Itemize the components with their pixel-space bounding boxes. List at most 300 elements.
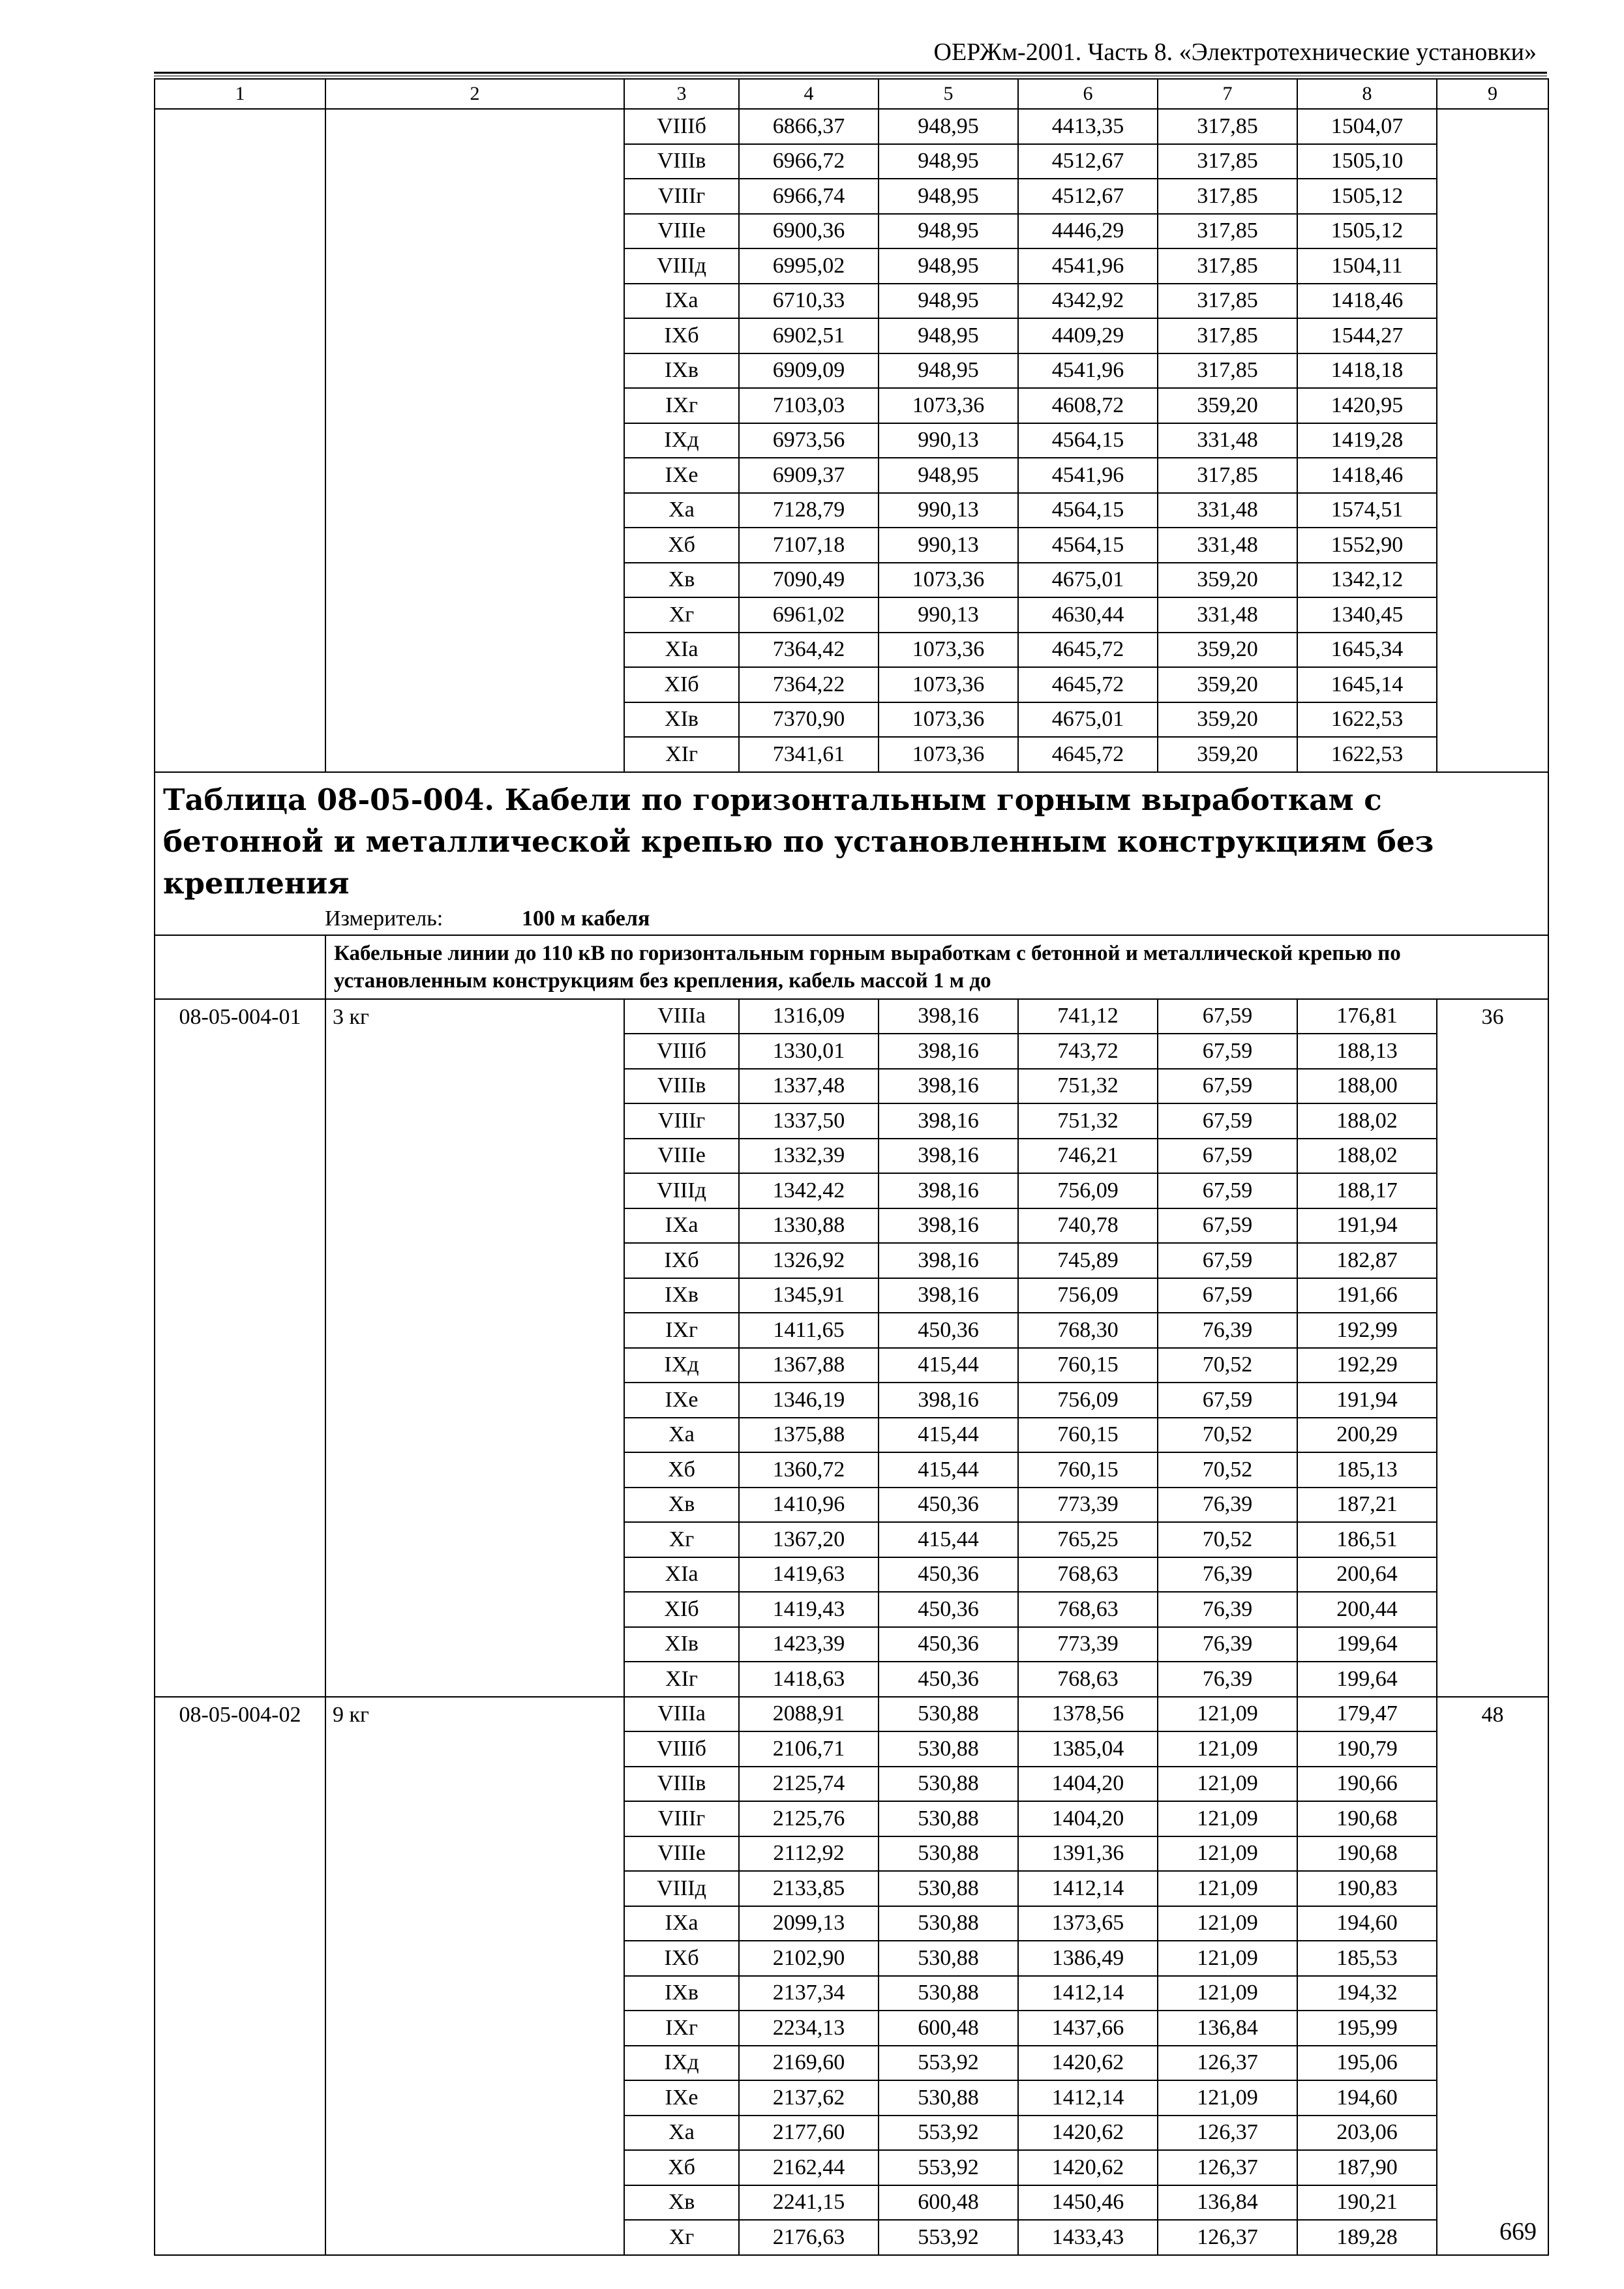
direct-cost-cell: 1418,63 — [739, 1662, 879, 1697]
wages-cell: 948,95 — [879, 248, 1018, 284]
materials-cell: 187,90 — [1297, 2150, 1437, 2185]
zone-cell: XIг — [624, 1662, 739, 1697]
zone-cell: VIIIе — [624, 1139, 739, 1174]
zone-cell: IXа — [624, 284, 739, 319]
measure-line — [163, 905, 1548, 933]
table-row — [155, 999, 1548, 1034]
direct-cost-cell: 1375,88 — [739, 1418, 879, 1453]
machines-cell: 4342,92 — [1018, 284, 1158, 319]
direct-cost-cell: 6995,02 — [739, 248, 879, 284]
description-cell: Кабельные линии до 110 кВ по горизонтальным горным выработкам с бетонной и металлической крепью по установленным конструкциям без крепления, кабель массой 1 м до — [325, 935, 1548, 999]
wages-cell: 450,36 — [879, 1557, 1018, 1593]
materials-cell: 1342,12 — [1297, 563, 1437, 598]
wages-cell: 990,13 — [879, 423, 1018, 458]
machines-cell: 1420,62 — [1018, 2046, 1158, 2081]
machines-cell: 760,15 — [1018, 1418, 1158, 1453]
machine-wages-cell: 359,20 — [1158, 702, 1297, 738]
zone-cell: XIа — [624, 633, 739, 668]
direct-cost-cell: 2169,60 — [739, 2046, 879, 2081]
materials-cell: 200,44 — [1297, 1592, 1437, 1627]
machine-wages-cell: 121,09 — [1158, 1871, 1297, 1906]
zone-cell: Xа — [624, 1418, 739, 1453]
zone-cell: IXе — [624, 458, 739, 493]
materials-cell: 199,64 — [1297, 1662, 1437, 1697]
direct-cost-cell: 6909,09 — [739, 353, 879, 389]
machine-wages-cell: 317,85 — [1158, 179, 1297, 214]
zone-cell: Xа — [624, 493, 739, 528]
table-row — [155, 1697, 1548, 1732]
machines-cell: 4446,29 — [1018, 214, 1158, 249]
materials-cell: 187,21 — [1297, 1488, 1437, 1523]
direct-cost-cell: 2241,15 — [739, 2185, 879, 2221]
materials-cell: 1544,27 — [1297, 318, 1437, 353]
materials-cell: 188,02 — [1297, 1103, 1437, 1139]
materials-cell: 1418,46 — [1297, 284, 1437, 319]
materials-cell: 1622,53 — [1297, 737, 1437, 772]
machines-cell: 1386,49 — [1018, 1941, 1158, 1976]
machine-wages-cell: 67,59 — [1158, 1383, 1297, 1418]
wages-cell: 948,95 — [879, 144, 1018, 179]
wages-cell: 990,13 — [879, 597, 1018, 633]
page-number: 669 — [1499, 2218, 1537, 2245]
wages-cell: 530,88 — [879, 1767, 1018, 1802]
column-number-cell: 6 — [1018, 79, 1158, 109]
machine-wages-cell: 331,48 — [1158, 423, 1297, 458]
materials-cell: 192,99 — [1297, 1313, 1437, 1348]
machine-wages-cell: 76,39 — [1158, 1592, 1297, 1627]
direct-cost-cell: 2177,60 — [739, 2116, 879, 2151]
column-number-cell: 3 — [624, 79, 739, 109]
machine-wages-cell: 121,09 — [1158, 1836, 1297, 1872]
machines-cell: 4645,72 — [1018, 737, 1158, 772]
direct-cost-cell: 1337,50 — [739, 1103, 879, 1139]
machine-wages-cell: 121,09 — [1158, 1697, 1297, 1732]
wages-cell: 450,36 — [879, 1313, 1018, 1348]
zone-cell: VIIIд — [624, 248, 739, 284]
zone-cell: IXг — [624, 388, 739, 423]
direct-cost-cell: 1411,65 — [739, 1313, 879, 1348]
machine-wages-cell: 317,85 — [1158, 214, 1297, 249]
wages-cell: 1073,36 — [879, 633, 1018, 668]
machines-cell: 4541,96 — [1018, 458, 1158, 493]
zone-cell: VIIIв — [624, 144, 739, 179]
direct-cost-cell: 1419,63 — [739, 1557, 879, 1593]
wages-cell: 398,16 — [879, 1383, 1018, 1418]
column-number-cell: 1 — [155, 79, 325, 109]
direct-cost-cell: 6909,37 — [739, 458, 879, 493]
machinist-cell: 36 — [1437, 999, 1548, 1697]
direct-cost-cell: 2133,85 — [739, 1871, 879, 1906]
machine-wages-cell: 317,85 — [1158, 144, 1297, 179]
machines-cell: 1404,20 — [1018, 1767, 1158, 1802]
machine-wages-cell: 121,09 — [1158, 1976, 1297, 2011]
zone-cell: VIIIе — [624, 214, 739, 249]
zone-cell: IXв — [624, 1278, 739, 1313]
machines-cell: 4564,15 — [1018, 528, 1158, 563]
wages-cell: 990,13 — [879, 493, 1018, 528]
zone-cell: IXг — [624, 2011, 739, 2046]
machinist-cell — [1437, 109, 1548, 772]
machines-cell: 1412,14 — [1018, 1871, 1158, 1906]
column-number-cell: 7 — [1158, 79, 1297, 109]
direct-cost-cell: 6966,72 — [739, 144, 879, 179]
machines-cell: 1420,62 — [1018, 2150, 1158, 2185]
machine-wages-cell: 76,39 — [1158, 1488, 1297, 1523]
wages-cell: 553,92 — [879, 2116, 1018, 2151]
direct-cost-cell: 7107,18 — [739, 528, 879, 563]
zone-cell: IXе — [624, 1383, 739, 1418]
materials-cell: 194,60 — [1297, 2080, 1437, 2116]
zone-cell: VIIIг — [624, 1103, 739, 1139]
machines-cell: 773,39 — [1018, 1627, 1158, 1662]
wages-cell: 530,88 — [879, 1941, 1018, 1976]
direct-cost-cell: 1367,20 — [739, 1522, 879, 1557]
measure-value: 100 м кабеля — [522, 906, 650, 931]
zone-cell: IXб — [624, 318, 739, 353]
machines-cell: 4512,67 — [1018, 179, 1158, 214]
machines-cell: 1433,43 — [1018, 2220, 1158, 2255]
wages-cell: 530,88 — [879, 1731, 1018, 1767]
wages-cell: 948,95 — [879, 318, 1018, 353]
wages-cell: 530,88 — [879, 1906, 1018, 1941]
rates-table — [154, 78, 1549, 2256]
machines-cell: 760,15 — [1018, 1452, 1158, 1488]
machines-cell: 1412,14 — [1018, 1976, 1158, 2011]
materials-cell: 188,00 — [1297, 1069, 1437, 1104]
machine-wages-cell: 70,52 — [1158, 1452, 1297, 1488]
materials-cell: 192,29 — [1297, 1348, 1437, 1383]
direct-cost-cell: 1367,88 — [739, 1348, 879, 1383]
machine-wages-cell: 126,37 — [1158, 2220, 1297, 2255]
rate-name-cell: 9 кг — [325, 1697, 624, 2255]
machine-wages-cell: 359,20 — [1158, 633, 1297, 668]
wages-cell: 948,95 — [879, 179, 1018, 214]
machine-wages-cell: 121,09 — [1158, 1801, 1297, 1836]
machines-cell: 4541,96 — [1018, 248, 1158, 284]
table-row — [155, 109, 1548, 144]
zone-cell: IXа — [624, 1906, 739, 1941]
machines-cell: 768,30 — [1018, 1313, 1158, 1348]
zone-cell: IXг — [624, 1313, 739, 1348]
materials-cell: 200,29 — [1297, 1418, 1437, 1453]
zone-cell: VIIIв — [624, 1069, 739, 1104]
wages-cell: 450,36 — [879, 1662, 1018, 1697]
zone-cell: XIа — [624, 1557, 739, 1593]
direct-cost-cell: 6961,02 — [739, 597, 879, 633]
machine-wages-cell: 359,20 — [1158, 737, 1297, 772]
machines-cell: 746,21 — [1018, 1139, 1158, 1174]
machine-wages-cell: 126,37 — [1158, 2046, 1297, 2081]
machine-wages-cell: 317,85 — [1158, 458, 1297, 493]
wages-cell: 450,36 — [879, 1592, 1018, 1627]
wages-cell: 450,36 — [879, 1627, 1018, 1662]
zone-cell: IXе — [624, 2080, 739, 2116]
machine-wages-cell: 67,59 — [1158, 1243, 1297, 1278]
column-number-row — [155, 79, 1548, 109]
direct-cost-cell: 1326,92 — [739, 1243, 879, 1278]
table-title-row — [155, 772, 1548, 935]
materials-cell: 194,60 — [1297, 1906, 1437, 1941]
machine-wages-cell: 317,85 — [1158, 284, 1297, 319]
machinist-cell: 48 — [1437, 1697, 1548, 2255]
machines-cell: 1385,04 — [1018, 1731, 1158, 1767]
wages-cell: 1073,36 — [879, 388, 1018, 423]
machine-wages-cell: 67,59 — [1158, 1139, 1297, 1174]
wages-cell: 553,92 — [879, 2220, 1018, 2255]
zone-cell: Xб — [624, 528, 739, 563]
machines-cell: 4645,72 — [1018, 667, 1158, 702]
running-header: ОЕРЖм-2001. Часть 8. «Электротехнические установки» — [933, 38, 1537, 66]
direct-cost-cell: 6866,37 — [739, 109, 879, 144]
description-code-cell — [155, 935, 325, 999]
direct-cost-cell: 7364,42 — [739, 633, 879, 668]
machines-cell: 4608,72 — [1018, 388, 1158, 423]
machines-cell: 4541,96 — [1018, 353, 1158, 389]
machines-cell: 1391,36 — [1018, 1836, 1158, 1872]
machines-cell: 741,12 — [1018, 999, 1158, 1034]
machine-wages-cell: 121,09 — [1158, 1767, 1297, 1802]
materials-cell: 195,06 — [1297, 2046, 1437, 2081]
materials-cell: 1574,51 — [1297, 493, 1437, 528]
wages-cell: 530,88 — [879, 1976, 1018, 2011]
machine-wages-cell: 76,39 — [1158, 1627, 1297, 1662]
materials-cell: 190,83 — [1297, 1871, 1437, 1906]
direct-cost-cell: 2102,90 — [739, 1941, 879, 1976]
zone-cell: Xб — [624, 2150, 739, 2185]
materials-cell: 1419,28 — [1297, 423, 1437, 458]
zone-cell: Xб — [624, 1452, 739, 1488]
wages-cell: 948,95 — [879, 458, 1018, 493]
wages-cell: 948,95 — [879, 214, 1018, 249]
materials-cell: 188,02 — [1297, 1139, 1437, 1174]
wages-cell: 530,88 — [879, 1697, 1018, 1732]
materials-cell: 189,28 — [1297, 2220, 1437, 2255]
machine-wages-cell: 331,48 — [1158, 597, 1297, 633]
zone-cell: Xв — [624, 2185, 739, 2221]
direct-cost-cell: 1330,01 — [739, 1034, 879, 1069]
direct-cost-cell: 2125,74 — [739, 1767, 879, 1802]
wages-cell: 398,16 — [879, 999, 1018, 1034]
zone-cell: IXв — [624, 353, 739, 389]
machines-cell: 4512,67 — [1018, 144, 1158, 179]
wages-cell: 530,88 — [879, 1836, 1018, 1872]
materials-cell: 190,79 — [1297, 1731, 1437, 1767]
materials-cell: 200,64 — [1297, 1557, 1437, 1593]
materials-cell: 185,13 — [1297, 1452, 1437, 1488]
machines-cell: 4675,01 — [1018, 563, 1158, 598]
wages-cell: 948,95 — [879, 353, 1018, 389]
direct-cost-cell: 7341,61 — [739, 737, 879, 772]
wages-cell: 1073,36 — [879, 737, 1018, 772]
materials-cell: 191,94 — [1297, 1383, 1437, 1418]
rate-name-cell: 3 кг — [325, 999, 624, 1697]
wages-cell: 553,92 — [879, 2046, 1018, 2081]
machine-wages-cell: 317,85 — [1158, 353, 1297, 389]
zone-cell: XIв — [624, 702, 739, 738]
machines-cell: 751,32 — [1018, 1103, 1158, 1139]
machines-cell: 740,78 — [1018, 1208, 1158, 1244]
materials-cell: 1505,12 — [1297, 179, 1437, 214]
materials-cell: 191,94 — [1297, 1208, 1437, 1244]
wages-cell: 1073,36 — [879, 563, 1018, 598]
machine-wages-cell: 76,39 — [1158, 1557, 1297, 1593]
machine-wages-cell: 317,85 — [1158, 109, 1297, 144]
materials-cell: 185,53 — [1297, 1941, 1437, 1976]
direct-cost-cell: 6900,36 — [739, 214, 879, 249]
direct-cost-cell: 1360,72 — [739, 1452, 879, 1488]
materials-cell: 1622,53 — [1297, 702, 1437, 738]
materials-cell: 179,47 — [1297, 1697, 1437, 1732]
machine-wages-cell: 359,20 — [1158, 563, 1297, 598]
materials-cell: 190,68 — [1297, 1801, 1437, 1836]
direct-cost-cell: 7128,79 — [739, 493, 879, 528]
wages-cell: 1073,36 — [879, 667, 1018, 702]
materials-cell: 195,99 — [1297, 2011, 1437, 2046]
machines-cell: 756,09 — [1018, 1383, 1158, 1418]
machine-wages-cell: 67,59 — [1158, 1103, 1297, 1139]
materials-cell: 190,68 — [1297, 1836, 1437, 1872]
materials-cell: 1645,14 — [1297, 667, 1437, 702]
column-number-cell: 4 — [739, 79, 879, 109]
wages-cell: 415,44 — [879, 1522, 1018, 1557]
wages-cell: 415,44 — [879, 1452, 1018, 1488]
zone-cell: Xг — [624, 1522, 739, 1557]
zone-cell: IXб — [624, 1243, 739, 1278]
measure-label: Измеритель: — [325, 906, 444, 931]
materials-cell: 1645,34 — [1297, 633, 1437, 668]
column-number-cell: 5 — [879, 79, 1018, 109]
materials-cell: 203,06 — [1297, 2116, 1437, 2151]
machines-cell: 4630,44 — [1018, 597, 1158, 633]
zone-cell: VIIIд — [624, 1871, 739, 1906]
direct-cost-cell: 2162,44 — [739, 2150, 879, 2185]
direct-cost-cell: 1346,19 — [739, 1383, 879, 1418]
direct-cost-cell: 2137,62 — [739, 2080, 879, 2116]
direct-cost-cell: 1345,91 — [739, 1278, 879, 1313]
zone-cell: IXд — [624, 1348, 739, 1383]
zone-cell: VIIIе — [624, 1836, 739, 1872]
machines-cell: 1373,65 — [1018, 1906, 1158, 1941]
direct-cost-cell: 1419,43 — [739, 1592, 879, 1627]
machine-wages-cell: 67,59 — [1158, 1278, 1297, 1313]
direct-cost-cell: 7090,49 — [739, 563, 879, 598]
machines-cell: 1437,66 — [1018, 2011, 1158, 2046]
machine-wages-cell: 121,09 — [1158, 1906, 1297, 1941]
direct-cost-cell: 7364,22 — [739, 667, 879, 702]
machine-wages-cell: 359,20 — [1158, 388, 1297, 423]
zone-cell: VIIIв — [624, 1767, 739, 1802]
materials-cell: 1420,95 — [1297, 388, 1437, 423]
machine-wages-cell: 126,37 — [1158, 2150, 1297, 2185]
direct-cost-cell: 1316,09 — [739, 999, 879, 1034]
wages-cell: 948,95 — [879, 109, 1018, 144]
machine-wages-cell: 331,48 — [1158, 528, 1297, 563]
machines-cell: 4409,29 — [1018, 318, 1158, 353]
materials-cell: 1418,46 — [1297, 458, 1437, 493]
machines-cell: 4564,15 — [1018, 493, 1158, 528]
materials-cell: 182,87 — [1297, 1243, 1437, 1278]
machines-cell: 773,39 — [1018, 1488, 1158, 1523]
direct-cost-cell: 1423,39 — [739, 1627, 879, 1662]
machines-cell: 768,63 — [1018, 1662, 1158, 1697]
direct-cost-cell: 1337,48 — [739, 1069, 879, 1104]
machine-wages-cell: 70,52 — [1158, 1522, 1297, 1557]
direct-cost-cell: 2137,34 — [739, 1976, 879, 2011]
machine-wages-cell: 126,37 — [1158, 2116, 1297, 2151]
zone-cell: XIг — [624, 737, 739, 772]
wages-cell: 415,44 — [879, 1348, 1018, 1383]
machines-cell: 768,63 — [1018, 1592, 1158, 1627]
zone-cell: IXа — [624, 1208, 739, 1244]
materials-cell: 1504,11 — [1297, 248, 1437, 284]
zone-cell: Xв — [624, 563, 739, 598]
direct-cost-cell: 2112,92 — [739, 1836, 879, 1872]
column-number-cell: 2 — [325, 79, 624, 109]
materials-cell: 190,21 — [1297, 2185, 1437, 2221]
zone-cell: Xг — [624, 2220, 739, 2255]
machine-wages-cell: 70,52 — [1158, 1348, 1297, 1383]
direct-cost-cell: 6710,33 — [739, 284, 879, 319]
machine-wages-cell: 136,84 — [1158, 2011, 1297, 2046]
machines-cell: 760,15 — [1018, 1348, 1158, 1383]
wages-cell: 398,16 — [879, 1208, 1018, 1244]
machines-cell: 745,89 — [1018, 1243, 1158, 1278]
machines-cell: 1404,20 — [1018, 1801, 1158, 1836]
direct-cost-cell: 2106,71 — [739, 1731, 879, 1767]
materials-cell: 1418,18 — [1297, 353, 1437, 389]
machines-cell: 743,72 — [1018, 1034, 1158, 1069]
wages-cell: 990,13 — [879, 528, 1018, 563]
wages-cell: 553,92 — [879, 2150, 1018, 2185]
direct-cost-cell: 6902,51 — [739, 318, 879, 353]
zone-cell: VIIIа — [624, 999, 739, 1034]
zone-cell: IXд — [624, 2046, 739, 2081]
direct-cost-cell: 7103,03 — [739, 388, 879, 423]
zone-cell: XIб — [624, 667, 739, 702]
wages-cell: 530,88 — [879, 2080, 1018, 2116]
wages-cell: 415,44 — [879, 1418, 1018, 1453]
materials-cell: 188,17 — [1297, 1173, 1437, 1208]
wages-cell: 398,16 — [879, 1173, 1018, 1208]
zone-cell: VIIIб — [624, 1731, 739, 1767]
rate-code-cell: 08-05-004-02 — [155, 1697, 325, 2255]
direct-cost-cell: 1330,88 — [739, 1208, 879, 1244]
machines-cell: 1378,56 — [1018, 1697, 1158, 1732]
machines-cell: 768,63 — [1018, 1557, 1158, 1593]
zone-cell: VIIIб — [624, 1034, 739, 1069]
direct-cost-cell: 2234,13 — [739, 2011, 879, 2046]
wages-cell: 398,16 — [879, 1103, 1018, 1139]
machine-wages-cell: 121,09 — [1158, 1731, 1297, 1767]
zone-cell: VIIIб — [624, 109, 739, 144]
code-cell — [155, 109, 325, 772]
zone-cell: IXд — [624, 423, 739, 458]
wages-cell: 600,48 — [879, 2011, 1018, 2046]
machines-cell: 4645,72 — [1018, 633, 1158, 668]
machine-wages-cell: 67,59 — [1158, 1069, 1297, 1104]
zone-cell: VIIIг — [624, 179, 739, 214]
direct-cost-cell: 1342,42 — [739, 1173, 879, 1208]
direct-cost-cell: 1410,96 — [739, 1488, 879, 1523]
materials-cell: 194,32 — [1297, 1976, 1437, 2011]
direct-cost-cell: 2176,63 — [739, 2220, 879, 2255]
machine-wages-cell: 136,84 — [1158, 2185, 1297, 2221]
wages-cell: 948,95 — [879, 284, 1018, 319]
machine-wages-cell: 121,09 — [1158, 2080, 1297, 2116]
table-title-cell — [155, 772, 1548, 935]
machine-wages-cell: 70,52 — [1158, 1418, 1297, 1453]
machines-cell: 756,09 — [1018, 1173, 1158, 1208]
